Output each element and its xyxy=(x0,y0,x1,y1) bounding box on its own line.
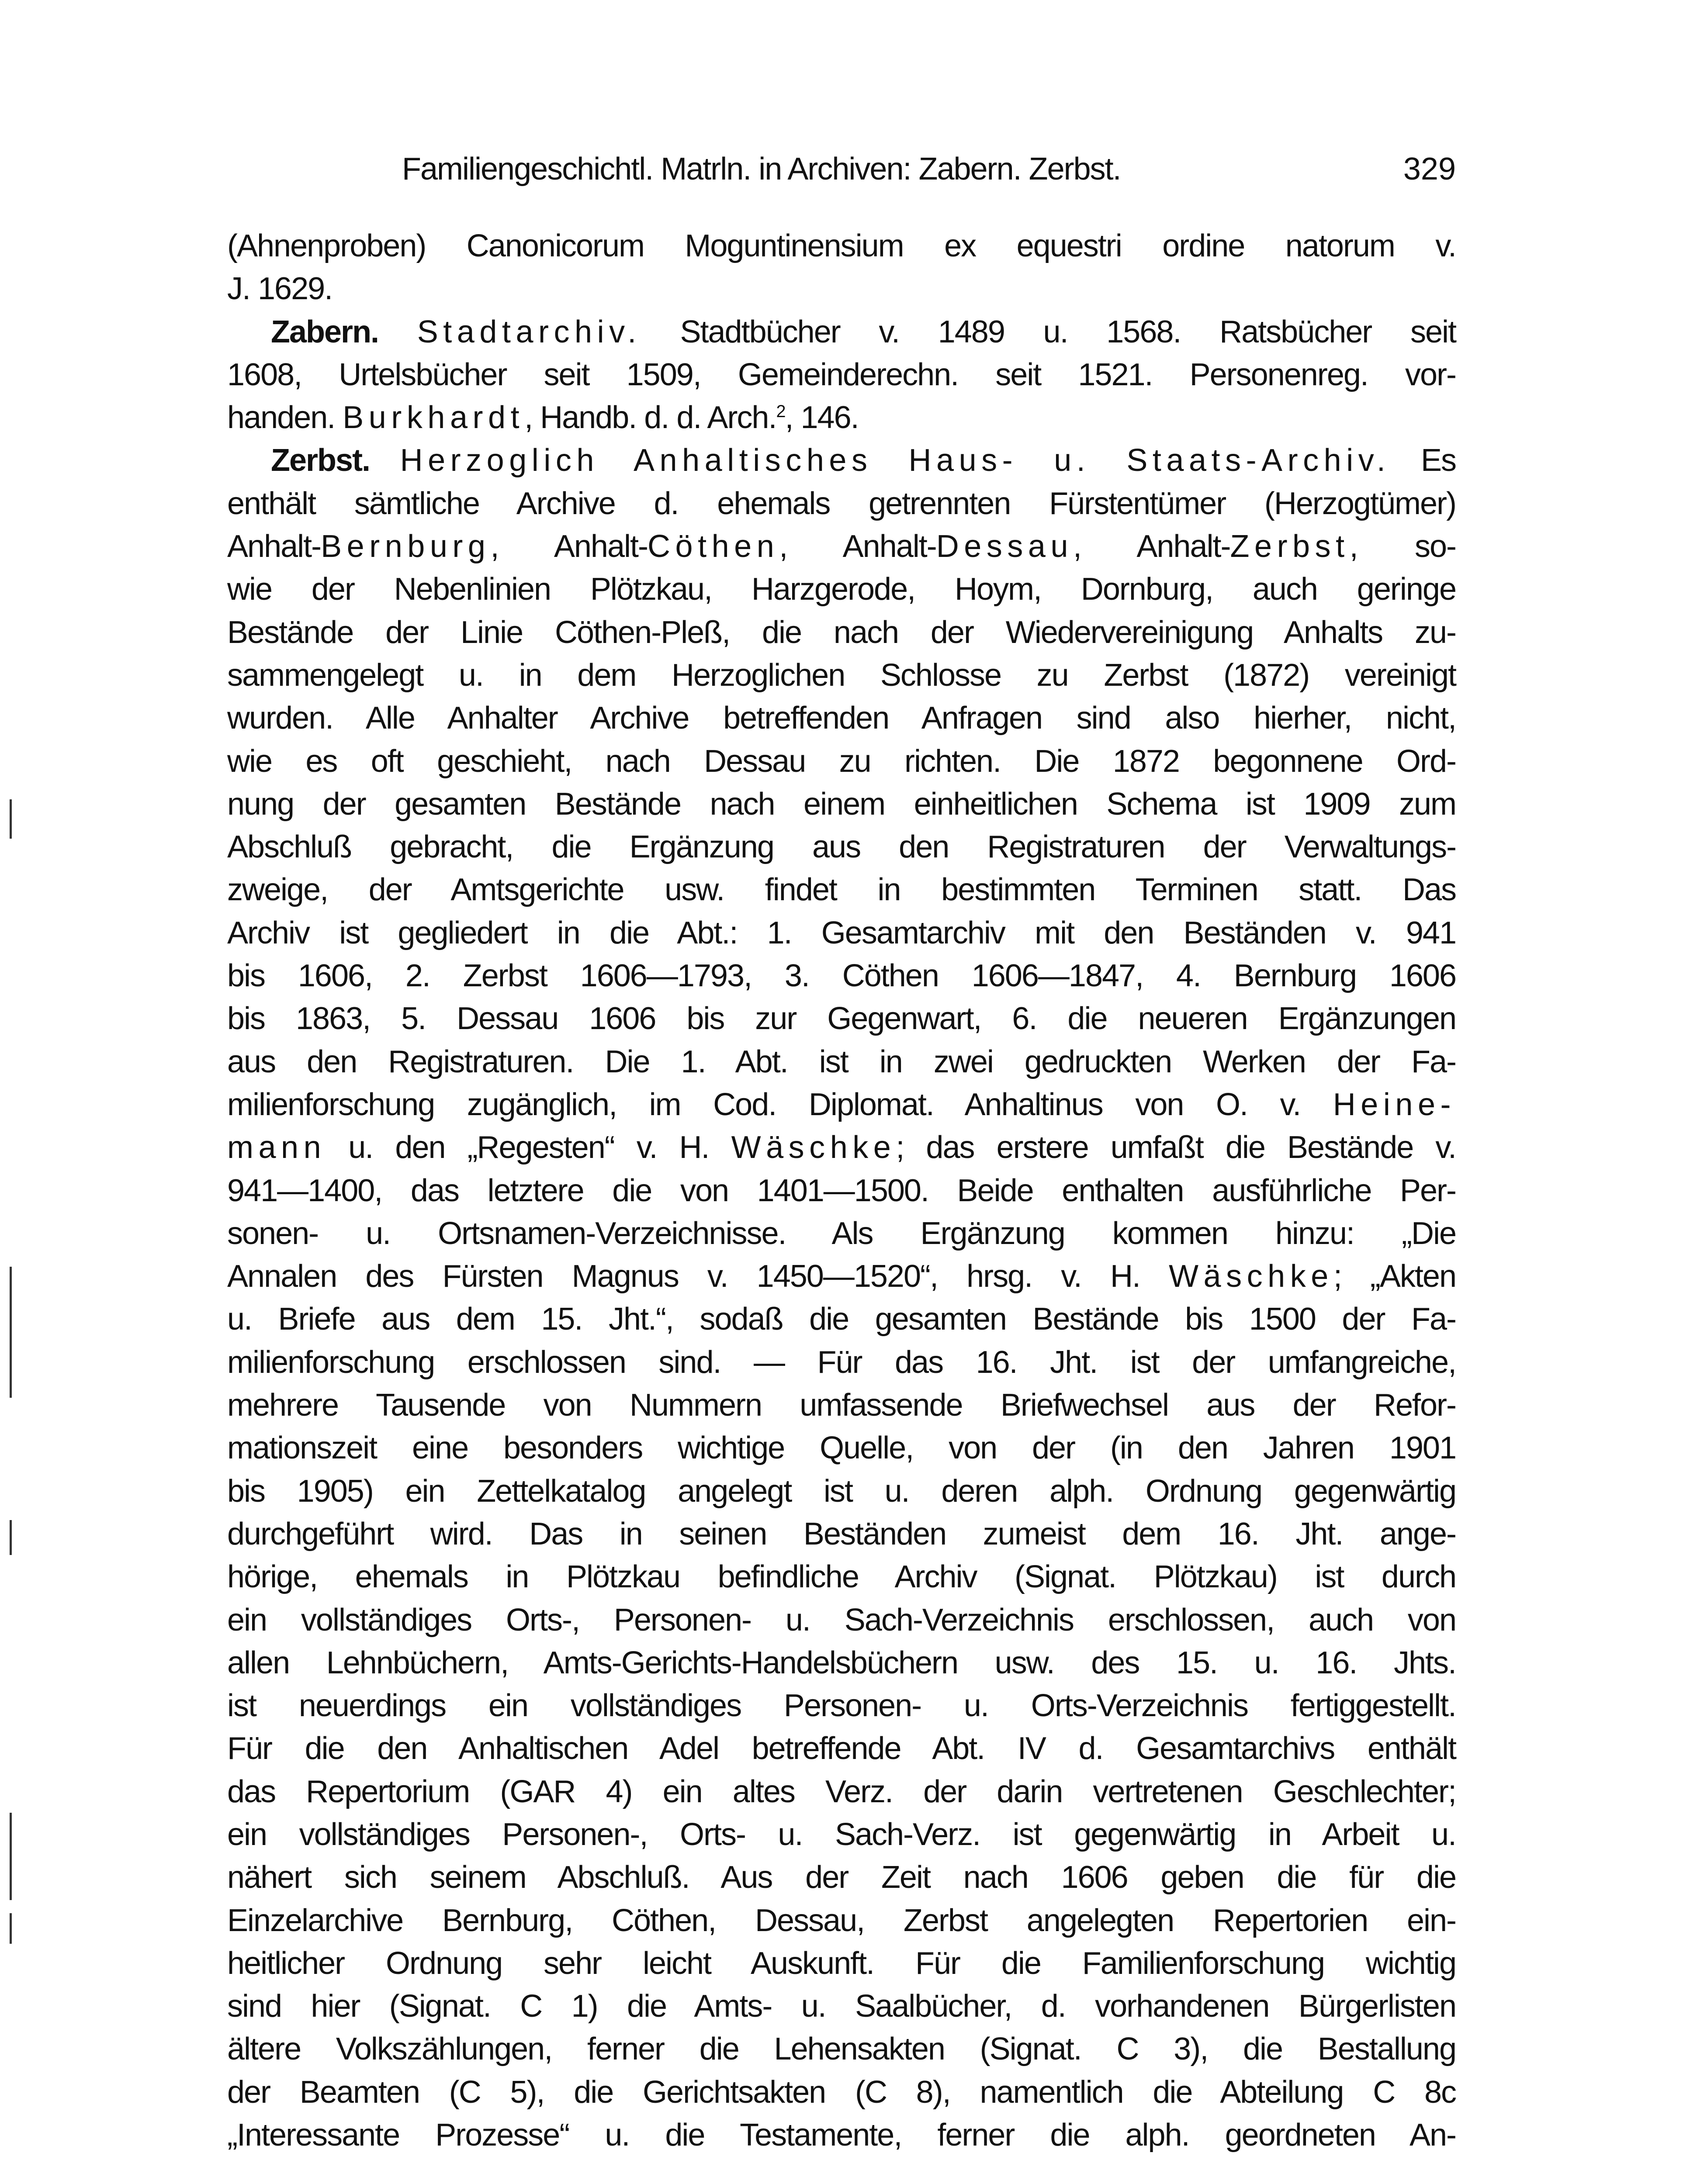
text-segment: heitlicher Ordnung sehr leicht Auskunft. Für die Familienforschung wichtig xyxy=(227,1946,1456,1981)
text-line xyxy=(227,482,1456,525)
text-segment: 1608, Urtelsbücher seit 1509, Gemeinderechn. seit 1521. Personenreg. vor- xyxy=(227,357,1456,392)
text-segment: wie es oft geschieht, nach Dessau zu richten. Die 1872 begonnene Ord- xyxy=(227,743,1456,779)
text-segment: , Anhalt- xyxy=(490,529,648,564)
text-line xyxy=(227,1427,1456,1469)
text-segment: hörige, ehemals in Plötzkau befindliche Archiv (Signat. Plötzkau) ist durch xyxy=(227,1559,1456,1595)
text-line xyxy=(227,311,1456,353)
text-segment: allen Lehnbüchern, Amts-Gerichts-Handelsbüchern usw. des 15. u. 16. Jhts. xyxy=(227,1645,1456,1680)
text-segment: , Anhalt- xyxy=(779,529,936,564)
text-line xyxy=(227,1126,1456,1169)
text-line xyxy=(227,225,1456,267)
text-line xyxy=(227,1083,1456,1126)
text-segment: Für die den Anhaltischen Adel betreffende Abt. IV d. Gesamtarchivs enthält xyxy=(227,1731,1456,1766)
text-line xyxy=(227,1169,1456,1212)
text-line xyxy=(227,439,1456,482)
text-segment: das Repertorium (GAR 4) ein altes Verz. der darin vertretenen Geschlechter; xyxy=(227,1774,1456,1809)
text-segment: , so- xyxy=(1349,529,1456,564)
emphasized-text: Wäschke xyxy=(1169,1259,1333,1294)
section-heading: Zerbst. xyxy=(271,443,370,478)
text-segment: zweige, der Amtsgerichte usw. findet in bestimmten Terminen statt. Das xyxy=(227,872,1456,908)
text-segment: mationszeit eine besonders wichtige Quelle, von der (in den Jahren 1901 xyxy=(227,1431,1456,1466)
text-segment xyxy=(370,443,400,478)
text-segment: handen. xyxy=(227,400,343,435)
text-line xyxy=(227,1727,1456,1770)
text-segment: der Beamten (C 5), die Gerichtsakten (C 8), namentlich die Abteilung C 8c xyxy=(227,2074,1456,2110)
text-line xyxy=(227,783,1456,826)
text-line xyxy=(227,1298,1456,1341)
text-segment: ältere Volkszählungen, ferner die Lehensakten (Signat. C 3), die Bestallung xyxy=(227,2032,1456,2067)
text-segment: Einzelarchive Bernburg, Cöthen, Dessau, Zerbst angelegten Repertorien ein- xyxy=(227,1903,1456,1938)
emphasized-text: Heine- xyxy=(1333,1087,1456,1122)
running-header xyxy=(227,148,1456,190)
text-line xyxy=(227,654,1456,697)
text-segment: , Handb. d. d. Arch. xyxy=(524,400,776,435)
text-line xyxy=(227,1942,1456,1985)
scan-margin-mark xyxy=(10,799,12,839)
text-segment xyxy=(378,314,417,349)
text-segment: Stadtbücher v. 1489 u. 1568. Ratsbücher seit xyxy=(641,314,1456,349)
text-segment: durchgeführt wird. Das in seinen Beständen zumeist dem 16. Jht. ange- xyxy=(227,1516,1456,1552)
text-segment: milienforschung zugänglich, im Cod. Diplomat. Anhaltinus von O. v. xyxy=(227,1087,1333,1122)
text-segment: u. Briefe aus dem 15. Jht.“, sodaß die gesamten Bestände bis 1500 der Fa- xyxy=(227,1302,1456,1337)
text-segment: enthält sämtliche Archive d. ehemals getrennten Fürstentümer (Herzogtümer) xyxy=(227,486,1456,521)
text-line xyxy=(227,525,1456,568)
text-segment: wie der Nebenlinien Plötzkau, Harzgerode, Hoym, Dornburg, auch geringe xyxy=(227,572,1456,607)
text-line xyxy=(227,353,1456,396)
text-segment: ein vollständiges Orts-, Personen- u. Sach-Verzeichnis erschlossen, auch von xyxy=(227,1602,1456,1638)
text-line xyxy=(227,611,1456,654)
text-line xyxy=(227,954,1456,997)
text-segment: mehrere Tausende von Nummern umfassende Briefwechsel aus der Refor- xyxy=(227,1388,1456,1423)
text-line xyxy=(227,1513,1456,1555)
text-line xyxy=(227,697,1456,740)
text-line xyxy=(227,1985,1456,2028)
text-line xyxy=(227,912,1456,954)
emphasized-text: mann xyxy=(227,1130,326,1165)
text-segment: Bestände der Linie Cöthen-Pleß, die nach der Wiedervereinigung Anhalts zu- xyxy=(227,615,1456,650)
emphasized-text: Zerbst xyxy=(1230,529,1350,564)
text-segment: (Ahnenproben) Canonicorum Moguntinensium ex equestri ordine natorum v. xyxy=(227,228,1456,263)
emphasized-text: Stadtarchiv. xyxy=(417,314,641,349)
text-line xyxy=(227,740,1456,783)
text-line xyxy=(227,1212,1456,1255)
text-line xyxy=(227,1555,1456,1598)
text-segment: , 146. xyxy=(785,400,859,435)
text-line xyxy=(227,2071,1456,2114)
text-line xyxy=(227,1641,1456,1684)
text-segment: ein vollständiges Personen-, Orts- u. Sach-Verz. ist gegenwärtig in Arbeit u. xyxy=(227,1817,1456,1852)
page-number: 329 xyxy=(1403,152,1456,187)
emphasized-text: Burkhardt xyxy=(343,400,525,435)
text-segment: ; das erstere umfaßt die Bestände v. xyxy=(896,1130,1456,1165)
text-line xyxy=(227,1384,1456,1427)
section-heading: Zabern. xyxy=(271,314,379,349)
text-segment: J. 1629. xyxy=(227,271,332,307)
text-line xyxy=(227,396,1456,439)
text-line xyxy=(227,868,1456,911)
text-segment: Archiv ist gegliedert in die Abt.: 1. Gesamtarchiv mit den Beständen v. 941 xyxy=(227,915,1456,950)
emphasized-text: Wäschke xyxy=(731,1130,896,1165)
text-segment: Es xyxy=(1390,443,1456,478)
text-line xyxy=(227,2114,1456,2156)
text-segment: ; „Akten xyxy=(1333,1259,1456,1294)
body-text xyxy=(227,225,1456,2156)
emphasized-text: Herzoglich Anhaltisches Haus- u. Staats-Archiv. xyxy=(400,443,1391,478)
running-title: Familiengeschichtl. Matrln. in Archiven: Zabern. Zerbst. xyxy=(402,152,1121,187)
text-segment: sind hier (Signat. C 1) die Amts- u. Saalbücher, d. vorhandenen Bürgerlisten xyxy=(227,1989,1456,2024)
text-line xyxy=(227,1856,1456,1899)
text-segment: milienforschung erschlossen sind. — Für das 16. Jht. ist der umfangreiche, xyxy=(227,1344,1456,1380)
text-line xyxy=(227,1770,1456,1813)
text-segment: wurden. Alle Anhalter Archive betreffenden Anfragen sind also hierher, nicht, xyxy=(227,701,1456,736)
text-segment: Anhalt- xyxy=(227,529,321,564)
text-line xyxy=(227,1255,1456,1298)
text-line xyxy=(227,2028,1456,2070)
text-segment: Annalen des Fürsten Magnus v. 1450—1520“, hrsg. v. H. xyxy=(227,1259,1169,1294)
text-segment: , Anhalt- xyxy=(1073,529,1230,564)
text-segment: bis 1606, 2. Zerbst 1606—1793, 3. Cöthen 1606—1847, 4. Bernburg 1606 xyxy=(227,958,1456,994)
text-segment: ist neuerdings ein vollständiges Personen- u. Orts-Verzeichnis fertiggestellt. xyxy=(227,1688,1456,1724)
text-line xyxy=(227,1599,1456,1641)
text-line xyxy=(227,997,1456,1040)
text-line xyxy=(227,1813,1456,1856)
text-segment: bis 1905) ein Zettelkatalog angelegt ist u. deren alph. Ordnung gegenwärtig xyxy=(227,1473,1456,1509)
text-segment: „Interessante Prozesse“ u. die Testamente, ferner die alph. geordneten An- xyxy=(227,2118,1456,2153)
scan-margin-mark xyxy=(10,1813,12,1900)
emphasized-text: Bernburg xyxy=(321,529,491,564)
text-segment: nähert sich seinem Abschluß. Aus der Zeit nach 1606 geben die für die xyxy=(227,1860,1456,1895)
emphasized-text: Cöthen xyxy=(647,529,779,564)
text-line xyxy=(227,826,1456,868)
text-segment: u. den „Regesten“ v. H. xyxy=(326,1130,731,1165)
text-segment: sonen- u. Ortsnamen-Verzeichnisse. Als Ergänzung kommen hinzu: „Die xyxy=(227,1216,1456,1251)
text-line xyxy=(227,1684,1456,1727)
text-segment: nung der gesamten Bestände nach einem einheitlichen Schema ist 1909 zum xyxy=(227,786,1456,822)
scan-margin-mark xyxy=(10,1267,12,1398)
text-line xyxy=(227,267,1456,310)
emphasized-text: Dessau xyxy=(936,529,1074,564)
text-line xyxy=(227,1470,1456,1513)
scan-margin-mark xyxy=(10,1913,12,1944)
scan-margin-mark xyxy=(10,1520,12,1555)
text-segment: bis 1863, 5. Dessau 1606 bis zur Gegenwart, 6. die neueren Ergänzungen xyxy=(227,1001,1456,1037)
text-line xyxy=(227,1040,1456,1083)
text-segment: aus den Registraturen. Die 1. Abt. ist in zwei gedruckten Werken der Fa- xyxy=(227,1044,1456,1079)
text-segment: 941—1400, das letztere die von 1401—1500. Beide enthalten ausführliche Per- xyxy=(227,1173,1456,1208)
text-segment: Abschluß gebracht, die Ergänzung aus den Registraturen der Verwaltungs- xyxy=(227,829,1456,865)
text-line xyxy=(227,1341,1456,1384)
text-line xyxy=(227,568,1456,611)
text-line xyxy=(227,1899,1456,1942)
text-segment: sammengelegt u. in dem Herzoglichen Schlosse zu Zerbst (1872) vereinigt xyxy=(227,657,1456,693)
superscript: 2 xyxy=(776,402,785,422)
